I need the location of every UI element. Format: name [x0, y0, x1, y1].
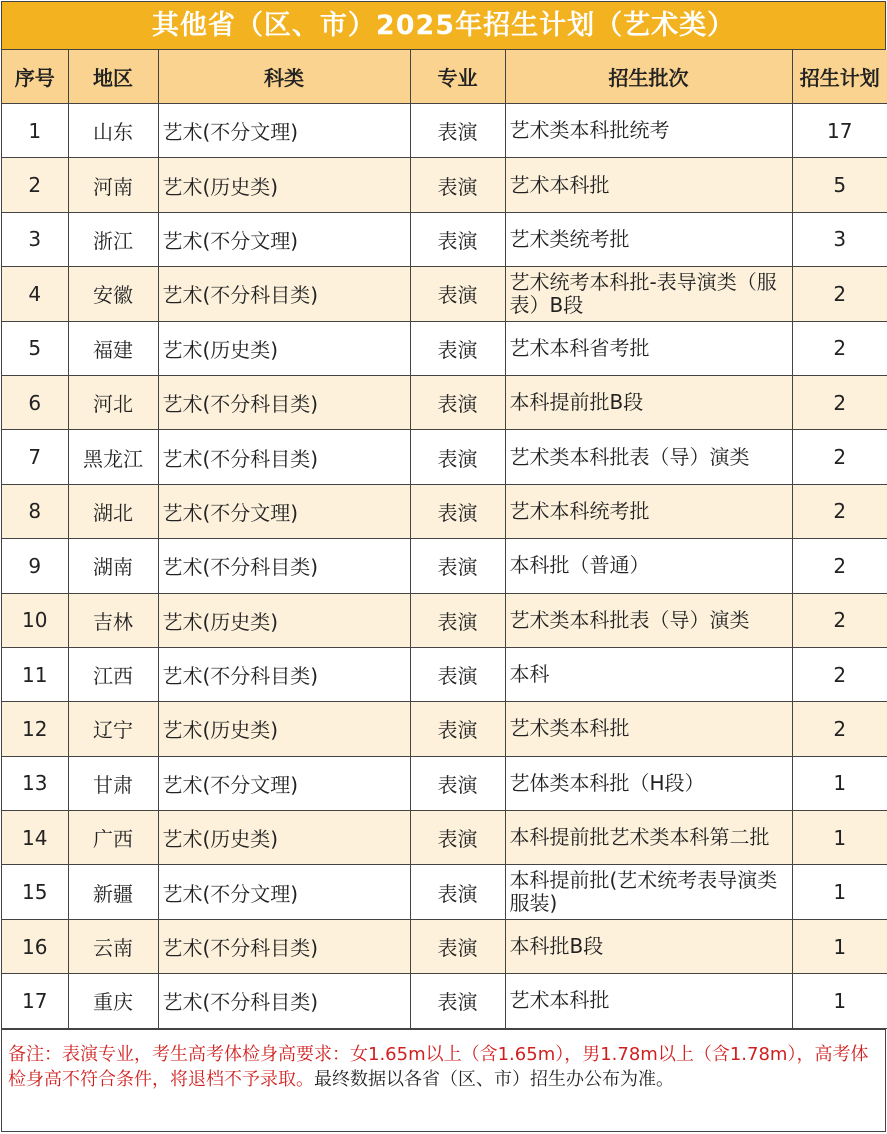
cell-category: 艺术(不分文理): [158, 212, 410, 266]
cell-major: 表演: [410, 321, 505, 375]
table-row: [2, 974, 887, 1028]
cell-plan: 1: [792, 756, 887, 810]
cell-region: 安徽: [68, 267, 158, 321]
cell-category: 艺术(不分科目类): [158, 919, 410, 973]
cell-plan: 1: [792, 919, 887, 973]
cell-category: 艺术(不分科目类): [158, 974, 410, 1028]
cell-no: 5: [2, 321, 68, 375]
cell-major: 表演: [410, 484, 505, 538]
cell-region: 新疆: [68, 865, 158, 919]
cell-region: 湖南: [68, 539, 158, 593]
enrollment-table: [2, 50, 887, 1029]
table-row: [2, 158, 887, 212]
cell-region: 重庆: [68, 974, 158, 1028]
cell-region: 云南: [68, 919, 158, 973]
cell-major: 表演: [410, 593, 505, 647]
cell-region: 福建: [68, 321, 158, 375]
cell-batch: 本科提前批(艺术统考表导演类服装): [505, 865, 792, 919]
table-row: [2, 430, 887, 484]
cell-category: 艺术(历史类): [158, 158, 410, 212]
cell-region: 浙江: [68, 212, 158, 266]
cell-batch: 艺术类本科批表（导）演类: [505, 593, 792, 647]
cell-batch: 艺术统考本科批-表导演类（服表）B段: [505, 267, 792, 321]
footnote-height-requirement: 备注：表演专业，考生高考体检身高要求：女1.65m以上（含1.65m），男1.78m以上（含1.78m），高考体检身高不符合条件，将退档不予录取。: [8, 1043, 869, 1090]
cell-major: 表演: [410, 104, 505, 158]
table-header-row: [2, 50, 887, 104]
header-plan: 招生计划: [792, 50, 887, 104]
table-row: [2, 919, 887, 973]
cell-category: 艺术(不分文理): [158, 484, 410, 538]
cell-plan: 1: [792, 811, 887, 865]
cell-no: 11: [2, 647, 68, 701]
cell-plan: 1: [792, 865, 887, 919]
cell-no: 9: [2, 539, 68, 593]
cell-category: 艺术(不分科目类): [158, 539, 410, 593]
cell-batch: 本科批B段: [505, 919, 792, 973]
cell-category: 艺术(历史类): [158, 593, 410, 647]
header-no: 序号: [2, 50, 68, 104]
cell-category: 艺术(不分文理): [158, 865, 410, 919]
cell-batch: 本科提前批艺术类本科第二批: [505, 811, 792, 865]
cell-region: 河南: [68, 158, 158, 212]
cell-no: 6: [2, 375, 68, 429]
cell-major: 表演: [410, 267, 505, 321]
table-row: [2, 811, 887, 865]
table-row: [2, 702, 887, 756]
cell-no: 8: [2, 484, 68, 538]
cell-batch: 本科提前批B段: [505, 375, 792, 429]
page-title: 其他省（区、市）2025年招生计划（艺术类）: [2, 2, 885, 50]
cell-no: 14: [2, 811, 68, 865]
cell-category: 艺术(不分科目类): [158, 647, 410, 701]
cell-plan: 2: [792, 593, 887, 647]
cell-batch: 艺术本科省考批: [505, 321, 792, 375]
table-row: [2, 539, 887, 593]
cell-category: 艺术(不分文理): [158, 756, 410, 810]
cell-no: 12: [2, 702, 68, 756]
cell-major: 表演: [410, 430, 505, 484]
cell-region: 山东: [68, 104, 158, 158]
cell-region: 湖北: [68, 484, 158, 538]
cell-no: 10: [2, 593, 68, 647]
table-row: [2, 756, 887, 810]
cell-batch: 艺体类本科批（H段）: [505, 756, 792, 810]
cell-plan: 1: [792, 974, 887, 1028]
enrollment-plan-document: [1, 1, 886, 1132]
table-row: [2, 321, 887, 375]
cell-major: 表演: [410, 647, 505, 701]
cell-no: 4: [2, 267, 68, 321]
cell-batch: 本科: [505, 647, 792, 701]
cell-plan: 2: [792, 647, 887, 701]
cell-major: 表演: [410, 865, 505, 919]
cell-plan: 2: [792, 321, 887, 375]
cell-category: 艺术(不分文理): [158, 104, 410, 158]
cell-region: 吉林: [68, 593, 158, 647]
cell-category: 艺术(不分科目类): [158, 375, 410, 429]
cell-batch: 艺术类本科批: [505, 702, 792, 756]
cell-category: 艺术(历史类): [158, 321, 410, 375]
cell-major: 表演: [410, 539, 505, 593]
cell-no: 15: [2, 865, 68, 919]
cell-plan: 17: [792, 104, 887, 158]
header-batch: 招生批次: [505, 50, 792, 104]
cell-region: 江西: [68, 647, 158, 701]
cell-major: 表演: [410, 702, 505, 756]
cell-batch: 艺术类统考批: [505, 212, 792, 266]
header-category: 科类: [158, 50, 410, 104]
cell-region: 辽宁: [68, 702, 158, 756]
cell-major: 表演: [410, 919, 505, 973]
cell-region: 河北: [68, 375, 158, 429]
cell-region: 广西: [68, 811, 158, 865]
cell-category: 艺术(不分科目类): [158, 267, 410, 321]
cell-category: 艺术(历史类): [158, 811, 410, 865]
cell-no: 7: [2, 430, 68, 484]
cell-batch: 艺术本科批: [505, 158, 792, 212]
table-row: [2, 267, 887, 321]
header-major: 专业: [410, 50, 505, 104]
cell-no: 13: [2, 756, 68, 810]
table-row: [2, 865, 887, 919]
table-row: [2, 104, 887, 158]
table-row: [2, 212, 887, 266]
cell-major: 表演: [410, 811, 505, 865]
footnote-final-data: 最终数据以各省（区、市）招生办公布为准。: [314, 1068, 674, 1090]
cell-plan: 2: [792, 702, 887, 756]
cell-batch: 艺术类本科批统考: [505, 104, 792, 158]
cell-category: 艺术(历史类): [158, 702, 410, 756]
cell-plan: 2: [792, 430, 887, 484]
cell-major: 表演: [410, 974, 505, 1028]
table-row: [2, 647, 887, 701]
cell-batch: 艺术本科统考批: [505, 484, 792, 538]
cell-major: 表演: [410, 756, 505, 810]
cell-no: 3: [2, 212, 68, 266]
cell-category: 艺术(不分科目类): [158, 430, 410, 484]
cell-plan: 2: [792, 539, 887, 593]
cell-plan: 2: [792, 375, 887, 429]
cell-no: 2: [2, 158, 68, 212]
cell-batch: 艺术本科批: [505, 974, 792, 1028]
cell-major: 表演: [410, 212, 505, 266]
cell-no: 16: [2, 919, 68, 973]
header-region: 地区: [68, 50, 158, 104]
cell-region: 黑龙江: [68, 430, 158, 484]
cell-plan: 3: [792, 212, 887, 266]
cell-major: 表演: [410, 375, 505, 429]
cell-no: 17: [2, 974, 68, 1028]
cell-plan: 2: [792, 267, 887, 321]
cell-region: 甘肃: [68, 756, 158, 810]
table-row: [2, 375, 887, 429]
footnote: [2, 1029, 885, 1092]
cell-plan: 2: [792, 484, 887, 538]
cell-plan: 5: [792, 158, 887, 212]
cell-major: 表演: [410, 158, 505, 212]
cell-batch: 艺术类本科批表（导）演类: [505, 430, 792, 484]
cell-no: 1: [2, 104, 68, 158]
table-row: [2, 484, 887, 538]
table-row: [2, 593, 887, 647]
cell-batch: 本科批（普通）: [505, 539, 792, 593]
